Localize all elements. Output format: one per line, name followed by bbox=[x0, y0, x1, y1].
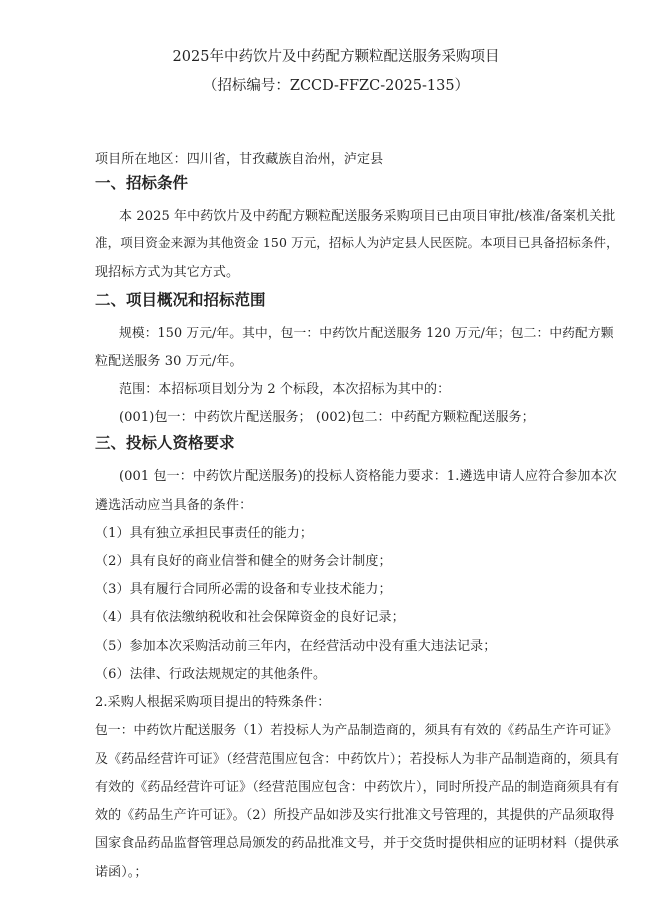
list-item: （3）具有履行合同所必需的设备和专业技术能力； bbox=[95, 582, 392, 597]
paragraph-line: 本 2025 年中药饮片及中药配方颗粒配送服务采购项目已由项目审批/核准/备案机关批 bbox=[119, 209, 616, 224]
section-heading: 三、投标人资格要求 bbox=[95, 434, 235, 452]
paragraph-line: (001)包一：中药饮片配送服务； (002)包二：中药配方颗粒配送服务； bbox=[119, 410, 535, 425]
paragraph-line: 规模：150 万元/年。其中，包一：中药饮片配送服务 120 万元/年；包二：中药配方颗 bbox=[119, 326, 614, 341]
paragraph-line: 范围：本招标项目划分为 2 个标段，本次招标为其中的： bbox=[119, 382, 451, 397]
document-subtitle: （招标编号：ZCCD-FFZC-2025-135） bbox=[202, 78, 470, 94]
paragraph-line: 国家食品药品监督管理总局颁发的药品批准文号，并于交货时提供相应的证明材料（提供承 bbox=[95, 836, 620, 851]
list-item: （6）法律、行政法规规定的其他条件。 bbox=[95, 667, 327, 682]
list-item: （2）具有良好的商业信誉和健全的财务会计制度； bbox=[95, 554, 392, 569]
list-item: （4）具有依法缴纳税收和社会保障资金的良好记录； bbox=[95, 610, 405, 625]
list-item: （1）具有独立承担民事责任的能力； bbox=[95, 526, 313, 541]
paragraph-line: 有效的《药品经营许可证》（经营范围应包含：中药饮片），同时所投产品的制造商须具有有 bbox=[95, 780, 620, 795]
paragraph-line: 效的《药品生产许可证》。（2）所投产品如涉及实行批准文号管理的，其提供的产品须取得 bbox=[95, 808, 615, 823]
paragraph-line: 准，项目资金来源为其他资金 150 万元，招标人为泸定县人民医院。本项目已具备招标条件， bbox=[95, 235, 619, 250]
paragraph-line: 诺函）。； bbox=[95, 865, 148, 880]
section-heading: 二、项目概况和招标范围 bbox=[95, 291, 266, 309]
paragraph-line: (001 包一：中药饮片配送服务)的投标人资格能力要求：1.遴选申请人应符合参加本次 bbox=[119, 469, 617, 484]
paragraph-line: 及《药品经营许可证》（经营范围应包含：中药饮片）；若投标人为非产品制造商的，须具有 bbox=[95, 752, 620, 767]
paragraph-line: 包一：中药饮片配送服务（1）若投标人为产品制造商的，须具有有效的《药品生产许可证》 bbox=[95, 723, 618, 738]
paragraph-line: 现招标方式为其它方式。 bbox=[95, 265, 240, 280]
paragraph-line: 2.采购人根据采购项目提出的特殊条件： bbox=[95, 695, 331, 710]
paragraph-line: 粒配送服务 30 万元/年。 bbox=[95, 354, 243, 369]
section-heading: 一、招标条件 bbox=[95, 174, 189, 192]
project-location: 项目所在地区：四川省，甘孜藏族自治州，泸定县 bbox=[95, 152, 384, 167]
list-item: （5）参加本次采购活动前三年内，在经营活动中没有重大违法记录； bbox=[95, 639, 497, 654]
paragraph-line: 遴选活动应当具备的条件： bbox=[95, 498, 253, 513]
document-title: 2025年中药饮片及中药配方颗粒配送服务采购项目 bbox=[172, 49, 500, 65]
